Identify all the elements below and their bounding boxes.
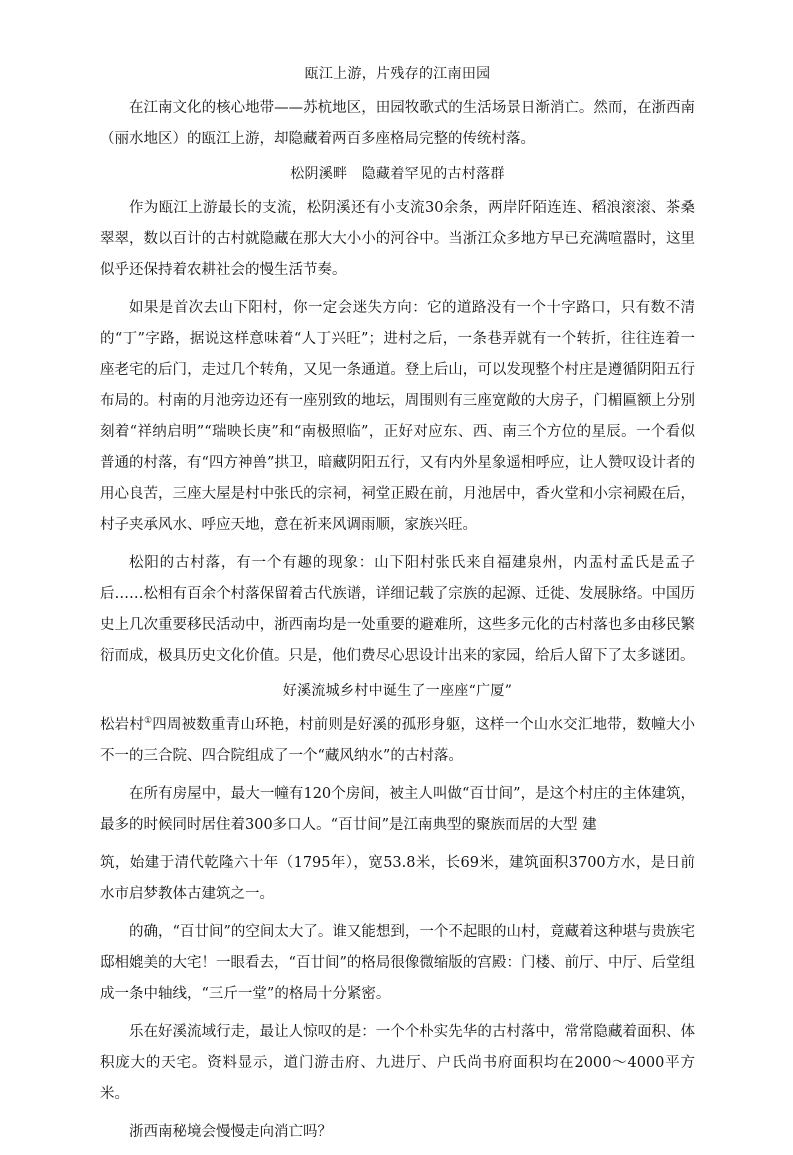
section-heading-haoxi: 好溪流城乡村中诞生了一座座“广厦” [282, 683, 513, 699]
paragraph-songyan-village [100, 710, 695, 772]
paragraph-building-dimensions: 筑，始建于清代乾隆六十年（1795年），宽53.8米，长69米，建筑面积3700方水，是日前水市启梦教体古建筑之一。 [100, 855, 695, 902]
songyan-village-name: 松岩村 [100, 717, 145, 733]
section-heading-songyin: 松阴溪畔 隐藏着罕见的古村落群 [290, 166, 505, 182]
paragraph-intro: 在江南文化的核心地带——苏杭地区，田园牧歌式的生活场景日渐消亡。然而，在浙西南（丽水地区）的瓯江上游，却隐藏着两百多座格局完整的传统村落。 [100, 100, 695, 147]
paragraph-closing-question: 浙西南秘境会慢慢走向消亡吗？ [129, 1124, 332, 1140]
paragraph-palace-layout: 的确，“百廿间”的空间太大了。谁又能想到，一个不起眼的山村，竟藏着这种堪与贵族宅邸相媲美的大宅！一眼看去，“百廿间”的格局很像微缩版的宫殿：门楼、前厅、中厅、后堂组成一条中轴线，“三斤一堂”的格局十分紧密。 [100, 924, 695, 1002]
songyan-village-description: 四周被数重青山环艳，村前则是好溪的孤形身躯，这样一个山水交汇地带，数幢大小不一的三合院、四合院组成了一个“藏风纳水”的古村落。 [100, 717, 696, 764]
paragraph-baiernian-rooms: 在所有房屋中，最大一幢有120个房间，被主人叫做“百廿间”，是这个村庄的主体建筑，最多的时候同时居住着300多口人。“百廿间”是江南典型的聚族而居的大型 建 [100, 786, 695, 833]
article-body [100, 62, 695, 1155]
paragraph-large-mansions: 乐在好溪流域行走，最让人惊叹的是：一个个朴实先华的古村落中，常常隐藏着面积、体积庞大的天宅。资料显示，道门游击府、九进厅、户氏尚书府面积均在2000～4000平方米。 [100, 1024, 695, 1102]
article-title: 瓯江上游，片残存的江南田园 [304, 66, 491, 82]
paragraph-songyin-river: 作为瓯江上游最长的支流，松阴溪还有小支流30余条，两岸阡陌连连、稻浪滚滚、茶桑翠翠，数以百计的古村就隐藏在那大大小小的河谷中。当浙江众多地方早已充满喧嚣时，这里似乎还保持着农耕社会的慢生活节奏。 [100, 200, 695, 278]
paragraph-migration: 松阳的古村落，有一个有趣的现象：山下阳村张氏来自福建泉州，内盂村孟氏是孟子后……松相有百余个村落保留着古代族谱，详细记载了宗族的起源、迁徙、发展脉络。中国历史上几次重要移民活动中，浙西南均是一处重要的避难所，这些多元化的古村落也多由移民繁衍而成，极具历史文化价值。只是，他们费尽心思设计出来的家园，给后人留下了太多谜团。 [100, 555, 695, 664]
paragraph-shanxiayang-village: 如果是首次去山下阳村，你一定会迷失方向：它的道路没有一个十字路口，只有数不清的“丁”字路，据说这样意味着“人丁兴旺”；进村之后，一条巷弄就有一个转折，往往连着一座老宅的后门，走过几个转角，又见一条通道。登上后山，可以发现整个村庄是遵循阴阳五行布局的。村南的月池旁边还有一座别致的地坛，周围则有三座宽敞的大房子，门楣匾额上分别刻着“祥纳启明”“瑞映长庚”和“南极照临”，正好对应东、西、南三个方位的星辰。一个看似普通的村落，有“四方神兽”拱卫，暗藏阴阳五行，又有内外星象遥相呼应，让人赞叹设计者的用心良苦，三座大屋是村中张氏的宗祠，祠堂正殿在前，月池居中，香火堂和小宗祠殿在后，村子夹承风水、呼应天地，意在祈来风调雨顺，家族兴旺。 [100, 300, 695, 533]
footnote-marker: ① [144, 716, 153, 727]
